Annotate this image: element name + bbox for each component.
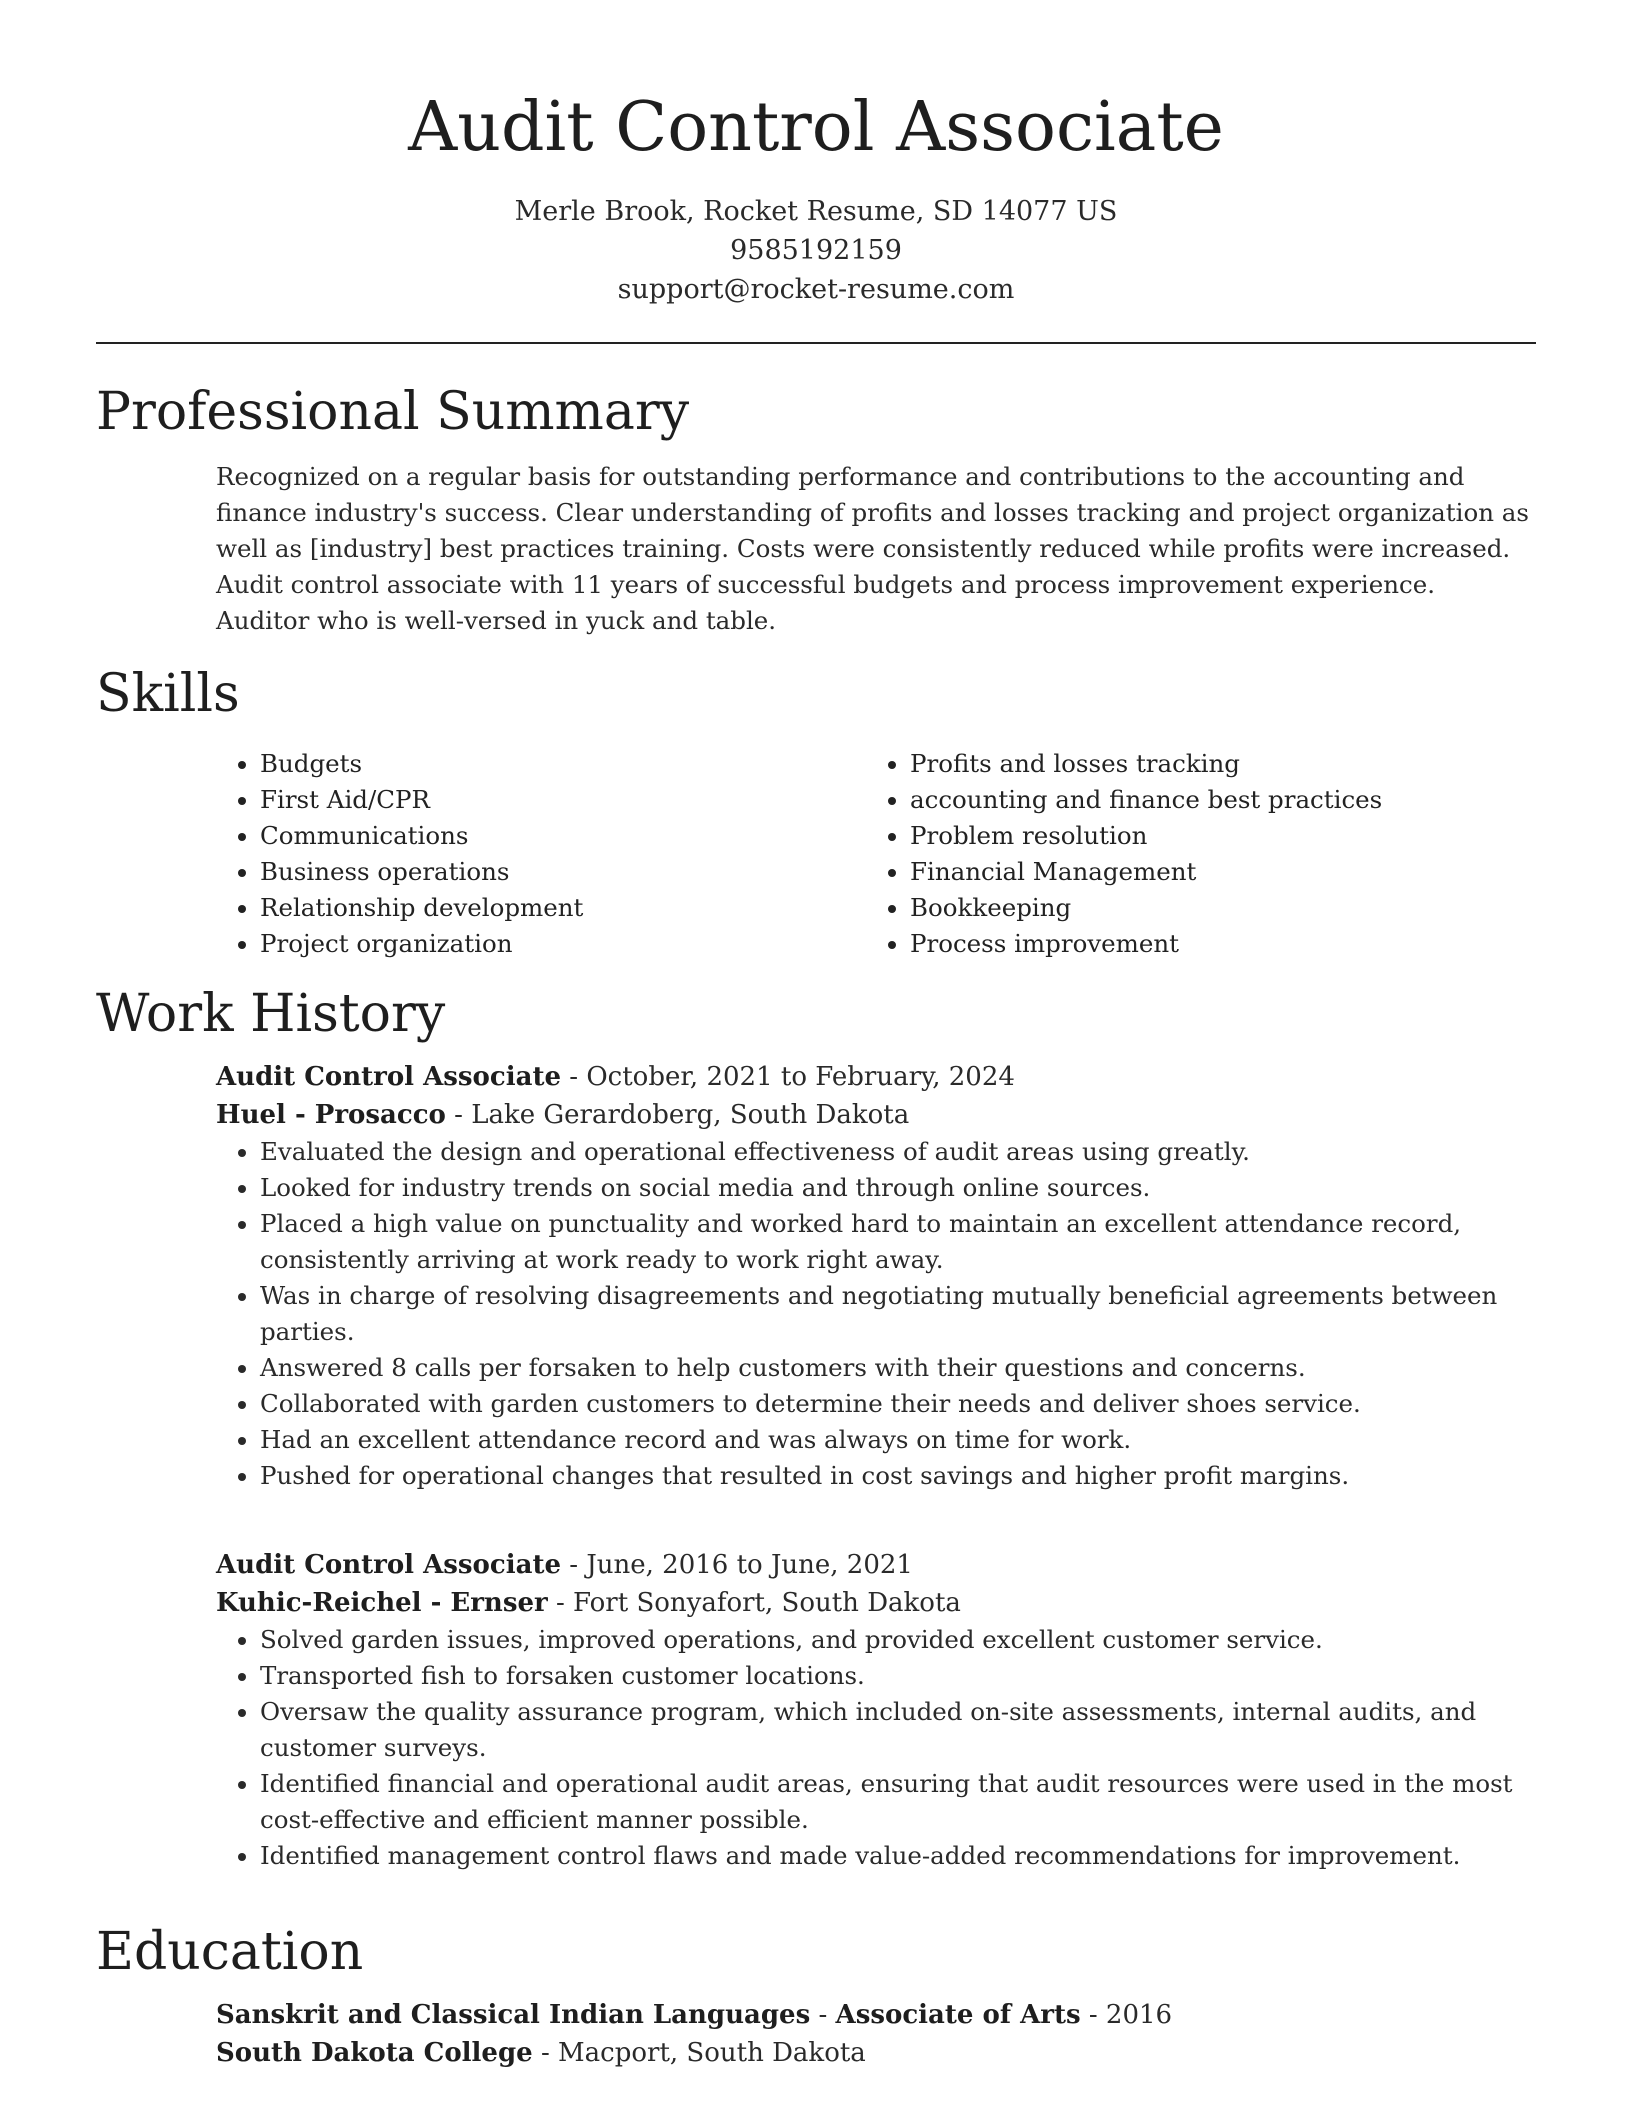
job-duty: • Placed a high value on punctuality and worked hard to maintain an excellent attendance record, consistently arriving at work ready to work right away.	[260, 1206, 1536, 1278]
job-duty: • Solved garden issues, improved operations, and provided excellent customer service.	[260, 1622, 1536, 1658]
education-entry	[216, 1996, 1536, 2072]
education-school: South Dakota College	[216, 2038, 533, 2068]
job-duty: • Answered 8 calls per forsaken to help customers with their questions and concerns.	[260, 1350, 1536, 1386]
skill-item: • Profits and losses tracking	[910, 746, 1516, 782]
job-duty: • Collaborated with garden customers to determine their needs and deliver shoes service.	[260, 1386, 1536, 1422]
skills-column-left	[216, 746, 866, 962]
job-company-line: Huel - Prosacco - Lake Gerardoberg, South Dakota	[216, 1100, 910, 1130]
education-heading: Education	[96, 1922, 364, 1982]
job-entry	[216, 1058, 1536, 1494]
summary-text: Recognized on a regular basis for outstanding performance and contributions to the accounting and finance industry's success. Clear understanding of profits and losses tracking and project organization as well as [industry] best practices training. Costs were consistently reduced while profits were increased. Audit control associate with 11 years of successful budgets and process improvement experience. Auditor who is well-versed in yuck and table.	[216, 462, 1529, 635]
job-location: Fort Sonyafort, South Dakota	[573, 1588, 961, 1618]
education-school-line: South Dakota College - Macport, South Dakota	[216, 2038, 866, 2068]
skill-item: • accounting and finance best practices	[910, 782, 1516, 818]
skill-item: • Relationship development	[260, 890, 866, 926]
job-location: Lake Gerardoberg, South Dakota	[471, 1100, 910, 1130]
job-company: Huel - Prosacco	[216, 1100, 446, 1130]
contact-block	[0, 192, 1632, 309]
job-company: Kuhic-Reichel - Ernser	[216, 1588, 548, 1618]
job-dates: October, 2021 to February, 2024	[586, 1062, 1015, 1092]
skill-item: • Bookkeeping	[910, 890, 1516, 926]
resume-header	[0, 84, 1632, 309]
job-title-line: Audit Control Associate - June, 2016 to June, 2021	[216, 1550, 913, 1580]
job-duty: • Pushed for operational changes that resulted in cost savings and higher profit margins.	[260, 1458, 1536, 1494]
job-duty: • Identified financial and operational audit areas, ensuring that audit resources were used in the most cost-effective and efficient manner possible.	[260, 1766, 1536, 1838]
skills-grid	[216, 746, 1536, 962]
skill-item: • Project organization	[260, 926, 866, 962]
job-duty: • Was in charge of resolving disagreements and negotiating mutually beneficial agreements between parties.	[260, 1278, 1536, 1350]
job-title-line: Audit Control Associate - October, 2021 to February, 2024	[216, 1062, 1015, 1092]
skill-item: • Financial Management	[910, 854, 1516, 890]
job-duties	[216, 1622, 1536, 1874]
job-duties	[216, 1134, 1536, 1494]
contact-address: Merle Brook, Rocket Resume, SD 14077 US	[514, 196, 1118, 227]
skill-item: • First Aid/CPR	[260, 782, 866, 818]
skill-item: • Budgets	[260, 746, 866, 782]
job-duty: • Transported fish to forsaken customer locations.	[260, 1658, 1536, 1694]
education-location: Macport, South Dakota	[558, 2038, 866, 2068]
header-divider	[96, 342, 1536, 344]
job-company-line: Kuhic-Reichel - Ernser - Fort Sonyafort, South Dakota	[216, 1588, 961, 1618]
job-duty: • Evaluated the design and operational effectiveness of audit areas using greatly.	[260, 1134, 1536, 1170]
job-duty: • Had an excellent attendance record and was always on time for work.	[260, 1422, 1536, 1458]
education-year: 2016	[1105, 2000, 1173, 2030]
education-degree: Associate of Arts	[835, 2000, 1081, 2030]
skills-heading: Skills	[96, 664, 240, 724]
job-dates: June, 2016 to June, 2021	[586, 1550, 913, 1580]
skill-item: • Problem resolution	[910, 818, 1516, 854]
skill-item: • Process improvement	[910, 926, 1516, 962]
contact-email: support@rocket-resume.com	[617, 274, 1015, 305]
education-field: Sanskrit and Classical Indian Languages	[216, 2000, 811, 2030]
candidate-title: Audit Control Associate	[408, 88, 1224, 167]
job-role: Audit Control Associate	[216, 1550, 562, 1580]
job-duty: • Oversaw the quality assurance program, which included on-site assessments, internal audits, and customer surveys.	[260, 1694, 1536, 1766]
work-heading: Work History	[96, 984, 446, 1044]
skill-item: • Business operations	[260, 854, 866, 890]
contact-phone: 9585192159	[730, 235, 902, 266]
education-degree-line: Sanskrit and Classical Indian Languages - Associate of Arts - 2016	[216, 2000, 1173, 2030]
job-duty: • Identified management control flaws and made value-added recommendations for improvement.	[260, 1838, 1536, 1874]
job-entry	[216, 1546, 1536, 1874]
skill-item: • Communications	[260, 818, 866, 854]
job-role: Audit Control Associate	[216, 1062, 562, 1092]
job-duty: • Looked for industry trends on social media and through online sources.	[260, 1170, 1536, 1206]
summary-heading: Professional Summary	[96, 382, 690, 442]
skills-column-right	[866, 746, 1516, 962]
